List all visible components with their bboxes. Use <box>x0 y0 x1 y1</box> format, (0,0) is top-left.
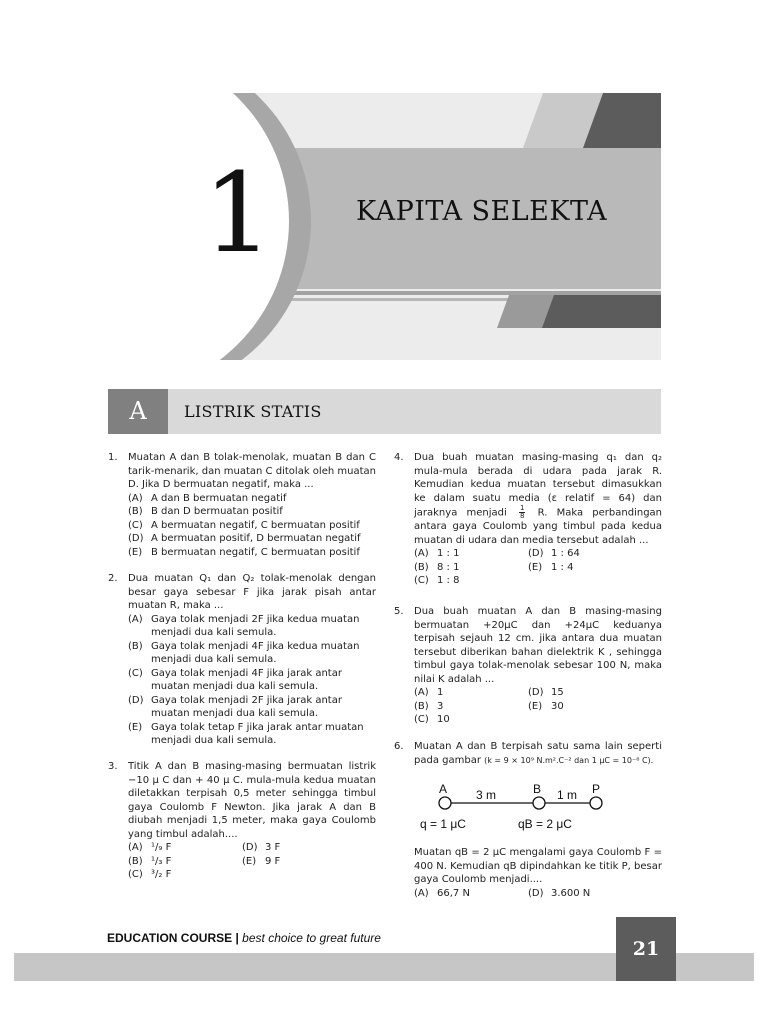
question-number: 4. <box>394 452 404 463</box>
charge-b-point <box>533 797 545 809</box>
point-p <box>590 797 602 809</box>
option-d: (D) A bermuatan positif, D bermuatan negatif <box>128 533 361 544</box>
question-number: 6. <box>394 741 404 752</box>
options-grid <box>128 841 376 882</box>
option-a: (A) ¹/₉ F <box>128 842 172 853</box>
options-grid <box>414 547 662 588</box>
question-stem: Muatan A dan B terpisah satu sama lain seperti pada gambar (k = 9 × 10⁹ N.m².C⁻² dan 1 μC = 10⁻⁶ C). <box>414 741 662 766</box>
option-a: (A) Gaya tolak menjadi 2F jika kedua muatan menjadi dua kali semula. <box>128 613 360 638</box>
options-grid <box>414 686 662 727</box>
option-d: (D) 3 F <box>242 842 281 853</box>
question-number: 3. <box>108 761 118 772</box>
question-number: 1. <box>108 452 118 463</box>
label-dist-ab: 3 m <box>476 788 497 802</box>
question-number: 5. <box>394 606 404 617</box>
question-stem: Muatan A dan B tolak-menolak, muatan B dan C tarik-menarik, dan muatan C ditolak oleh muatan D. Jika D bermuatan negatif, maka ... <box>128 452 376 490</box>
option-e: (E) 1 : 4 <box>528 561 574 573</box>
option-a: (A) A dan B bermuatan negatif <box>128 492 287 504</box>
option-e: (E) B bermuatan negatif, C bermuatan positif <box>128 546 360 558</box>
question-stem: Dua buah muatan masing-masing q₁ dan q₂ mula-mula berada di udara pada jarak R. Kemudian kedua muatan tersebut dimasukkan ke dalam suatu media (ε relatif = 64) dan jaraknya menjadi $\frac{1}{8}$ R. Maka perbandingan antara gaya Coulomb yang timbul pada kedua muatan di udara dan media tersebut adalah ... <box>414 452 663 546</box>
question-stem: Dua muatan Q₁ dan Q₂ tolak-menolak dengan besar gaya sebesar F jika jarak pisah antar muatan R, maka ... <box>128 573 376 611</box>
option-c: (C) A bermuatan negatif, C bermuatan positif <box>128 519 360 531</box>
label-b: B <box>533 782 542 796</box>
option-d: (D) 15 <box>528 687 564 698</box>
section-title: LISTRIK STATIS <box>184 402 322 421</box>
label-charge-a: q = 1 μC <box>420 817 466 831</box>
chapter-number: 1 <box>203 149 273 277</box>
label-dist-bp: 1 m <box>557 788 578 802</box>
question-1 <box>108 451 376 559</box>
option-b: (B) 8 : 1 <box>414 561 460 573</box>
question-6-continued <box>394 846 662 900</box>
question-stem-2: Muatan qB = 2 μC mengalami gaya Coulomb F = 400 N. Kemudian qB dipindahkan ke titik P, besar gaya Coulomb menjadi.... <box>414 847 662 885</box>
option-a: (A) 66,7 N <box>414 887 470 899</box>
option-d: (D) Gaya tolak menjadi 2F jika jarak antar muatan menjadi dua kali semula. <box>128 694 342 719</box>
option-e: (E) 9 F <box>242 855 281 867</box>
section-letter: A <box>108 389 168 434</box>
question-number: 2. <box>108 573 118 584</box>
label-a: A <box>439 782 448 796</box>
option-c: (C) Gaya tolak menjadi 4F jika jarak antar muatan menjadi dua kali semula. <box>128 667 342 692</box>
charges-diagram <box>414 781 614 837</box>
question-5 <box>394 605 662 727</box>
label-p: P <box>592 782 601 796</box>
label-charge-b: qB = 2 μC <box>518 817 572 831</box>
option-c: (C) ³/₂ F <box>128 869 172 880</box>
footer-brand: EDUCATION COURSE <box>107 931 233 945</box>
fraction: $\frac{1}{8}$ <box>519 504 525 520</box>
footer-text <box>107 931 381 945</box>
question-6 <box>394 740 662 767</box>
option-c: (C) 1 : 8 <box>414 575 460 586</box>
constant-note: (k = 9 × 10⁹ N.m².C⁻² dan 1 μC = 10⁻⁶ C). <box>484 755 654 765</box>
option-a: (A) 1 <box>414 687 444 698</box>
chapter-title: KAPITA SELEKTA <box>356 196 608 227</box>
option-d: (D) 1 : 64 <box>528 548 580 559</box>
footer-separator: | <box>235 931 239 945</box>
option-b: (B) 3 <box>414 700 444 712</box>
page-number: 21 <box>616 917 676 981</box>
footer-tagline: best choice to great future <box>242 931 381 945</box>
option-b: (B) Gaya tolak menjadi 4F jika kedua muatan menjadi dua kali semula. <box>128 640 360 665</box>
option-d: (D) 3.600 N <box>528 887 591 899</box>
option-c: (C) 10 <box>414 714 450 725</box>
charge-a-point <box>439 797 451 809</box>
option-b: (B) ¹/₃ F <box>128 855 172 867</box>
chapter-banner <box>108 93 661 360</box>
question-stem: Dua buah muatan A dan B masing-masing bermuatan +20μC dan +24μC keduanya terpisah sejauh 12 cm. jika antara dua muatan tersebut diberikan bahan dielektrik K , sehingga timbul gaya tolak-menolak sebesar 100 N, maka nilai K adalah ... <box>414 606 662 685</box>
option-e: (E) Gaya tolak tetap F jika jarak antar muatan menjadi dua kali semula. <box>128 721 364 746</box>
section-header <box>108 389 661 434</box>
question-2 <box>108 572 376 748</box>
options-grid <box>414 887 662 901</box>
question-3 <box>108 760 376 882</box>
question-4 <box>394 451 662 588</box>
question-stem: Titik A dan B masing-masing bermuatan listrik −10 μ C dan + 40 μ C. mula-mula kedua muatan diletakkan terpisah 0,5 meter sehingga timbul gaya Coulomb F Newton. Jika jarak A dan B diubah menjadi 1,5 meter, maka gaya Coulomb yang timbul adalah.... <box>128 761 376 840</box>
option-e: (E) 30 <box>528 700 564 712</box>
option-b: (B) B dan D bermuatan positif <box>128 506 283 517</box>
option-a: (A) 1 : 1 <box>414 548 460 559</box>
